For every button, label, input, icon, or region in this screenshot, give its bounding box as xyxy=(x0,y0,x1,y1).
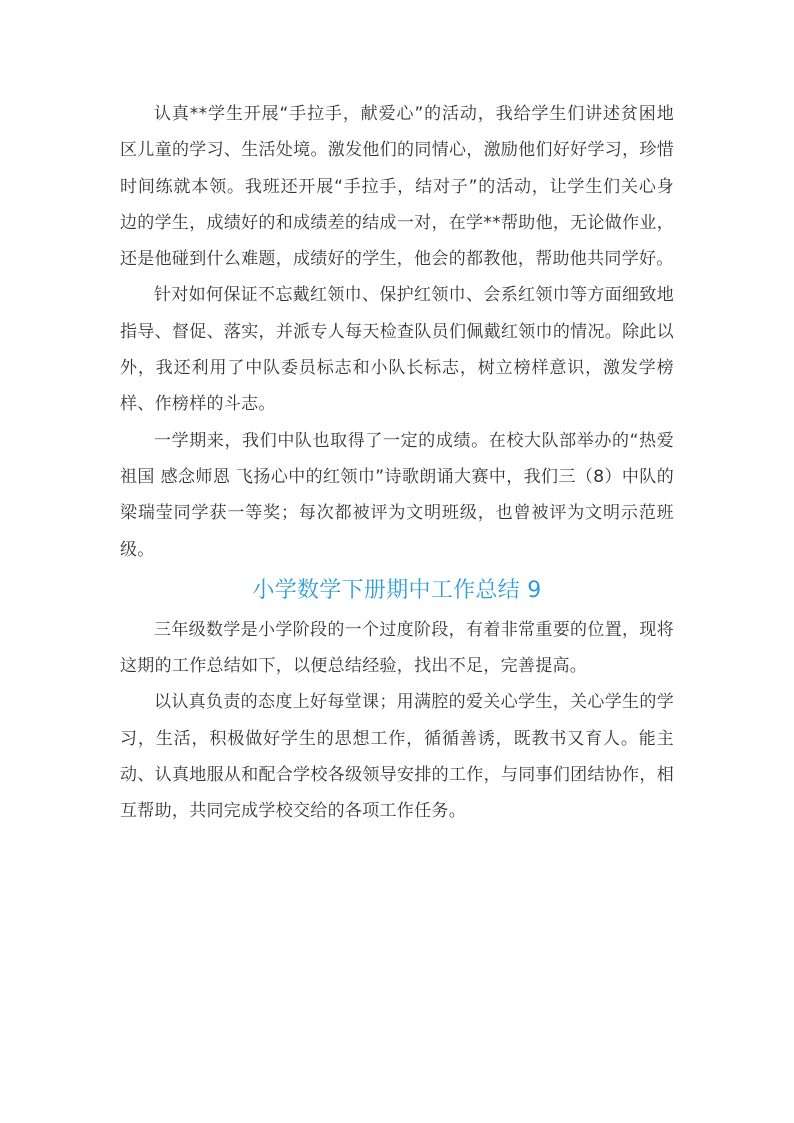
section-title: 小学数学下册期中工作总结 9 xyxy=(252,577,542,603)
body-paragraph: 针对如何保证不忘戴红领巾、保护红领巾、会系红领巾等方面细致地指导、督促、落实，并派专人每天检查队员们佩戴红领巾的情况。除此以外，我还利用了中队委员标志和小队长标志，树立榜样意识，激发学榜样、作榜样的斗志。 xyxy=(120,285,674,415)
body-paragraph: 以认真负责的态度上好每堂课；用满腔的爱关心学生，关心学生的学习，生活，积极做好学生的思想工作，循循善诱，既教书又育人。能主动、认真地服从和配合学校各级领导安排的工作，与同事们团结协作，相互帮助，共同完成学校交给的各项工作任务。 xyxy=(120,692,674,822)
body-paragraph: 三年级数学是小学阶段的一个过度阶段，有着非常重要的位置，现将这期的工作总结如下，以便总结经验，找出不足，完善提高。 xyxy=(120,619,674,677)
body-paragraph: 一学期来，我们中队也取得了一定的成绩。在校大队部举办的“热爱祖国 感念师恩 飞扬心中的红领巾”诗歌朗诵大赛中，我们三（8）中队的梁瑞莹同学获一等奖；每次都被评为文明班级，也曾被评为文明示范班级。 xyxy=(120,430,674,560)
body-paragraph: 认真**学生开展“手拉手，献爱心”的活动，我给学生们讲述贫困地区儿童的学习、生活处境。激发他们的同情心，激励他们好好学习，珍惜时间练就本领。我班还开展“手拉手，结对子”的活动，让学生们关心身边的学生，成绩好的和成绩差的结成一对，在学**帮助他，无论做作业，还是他碰到什么难题，成绩好的学生，他会的都教他，帮助他共同学好。 xyxy=(120,104,674,270)
